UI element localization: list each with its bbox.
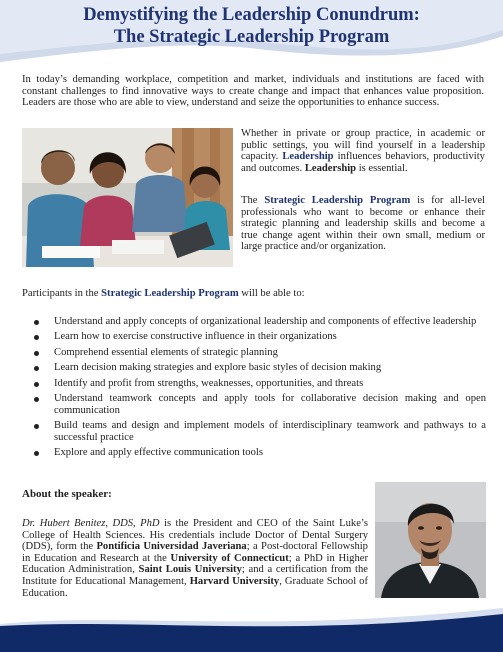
bio-text-2: ; a Post-doctoral Fellowship in Education and Research at the <box>22 541 368 564</box>
list-item <box>22 420 486 443</box>
program-name: Strategic Leadership Program <box>264 195 411 206</box>
list-item <box>22 378 486 390</box>
leadership-text-b: influences behaviors, productivity and outcomes. <box>241 151 485 174</box>
bio-text-5: , Graduate School of Education. <box>22 575 368 599</box>
list-item-text: Learn decision making strategies and explore basic styles of decision making <box>54 362 382 374</box>
program-text-b: is for all-level professionals who want to become or enhance their strategic planning and leadership skills and become a true change agent within their own small, medium or large practice and/or organization. <box>241 195 485 253</box>
page-title <box>0 4 503 48</box>
bullet-icon <box>34 424 39 429</box>
objectives-list <box>22 316 486 462</box>
footer-banner <box>0 604 503 652</box>
title-line-2: The Strategic Leadership Program <box>113 27 390 47</box>
leadership-bold-2: Leadership <box>304 162 357 174</box>
bullet-icon <box>34 397 39 402</box>
leadership-bold-1: Leadership <box>282 151 334 163</box>
bio-bold-1: Pontificia Universidad Javeriana <box>96 541 247 553</box>
participants-program-name: Strategic Leadership Program <box>101 288 239 299</box>
bio-bold-4: Harvard University <box>189 575 280 587</box>
speaker-heading: About the speaker: <box>22 488 112 500</box>
header-banner <box>0 0 503 66</box>
group-study-photo <box>22 128 233 267</box>
list-item-text: Build teams and design and implement models of interdisciplinary teamwork and pathways to a successful practice <box>54 419 486 443</box>
intro-paragraph: In today’s demanding workplace, competition and market, individuals and institutions are faced with constant challenges to find innovative ways to create change and impact that enhances value proposition. Leaders are those who are able to view, understand and seize the opportunities to enhance success. <box>22 74 484 109</box>
speaker-name: Dr. Hubert Benitez, DDS, PhD <box>22 518 160 529</box>
list-item-text: Comprehend essential elements of strategic planning <box>54 346 278 358</box>
list-item-text: Explore and apply effective communication tools <box>54 446 263 458</box>
list-item <box>22 347 486 359</box>
participants-text-a: Participants in the <box>22 288 102 299</box>
participants-intro <box>22 288 484 300</box>
bio-text-4: ; and a certification from the Institute for Educational Management, <box>22 564 368 587</box>
program-text-a: The <box>241 195 265 206</box>
list-item-text: Understand teamwork concepts and apply tools for collaborative decision making and open communication <box>54 392 486 416</box>
list-item-text: Learn how to exercise constructive influence in their organizations <box>54 331 337 343</box>
bullet-icon <box>34 451 39 456</box>
bullet-icon <box>34 335 39 340</box>
leadership-text-c: is essential. <box>356 162 408 174</box>
bullet-icon <box>34 351 39 356</box>
footer-wave-graphic <box>0 604 503 652</box>
bio-bold-3: Saint Louis University <box>138 564 242 576</box>
list-item-text: Understand and apply concepts of organizational leadership and components of effective leadership <box>54 316 477 327</box>
leadership-text-a: Whether in private or group practice, in academic or public settings, you will find yourself in a leadership capacity. <box>241 128 485 163</box>
bullet-icon <box>34 320 39 325</box>
bio-text-1: is the President and CEO of the Saint Luke’s College of Health Sciences. His credentials include Doctor of Dental Surgery (DDS), form the <box>22 518 368 553</box>
leadership-paragraph <box>241 128 485 174</box>
speaker-portrait <box>375 482 486 598</box>
speaker-bio <box>22 518 368 599</box>
bullet-icon <box>34 382 39 387</box>
list-item <box>22 362 486 374</box>
participants-text-b: will be able to: <box>238 288 305 299</box>
program-paragraph <box>241 195 485 253</box>
list-item-text: Identify and profit from strengths, weaknesses, opportunities, and threats <box>54 377 364 389</box>
list-item <box>22 447 486 459</box>
bullet-icon <box>34 366 39 371</box>
bio-text-3: ; a PhD in Higher Education Administration, <box>22 552 368 576</box>
bio-bold-2: University of Connecticut <box>170 552 289 564</box>
list-item <box>22 331 486 343</box>
list-item <box>22 316 486 328</box>
title-line-1: Demystifying the Leadership Conundrum: <box>83 5 420 25</box>
list-item <box>22 393 486 416</box>
